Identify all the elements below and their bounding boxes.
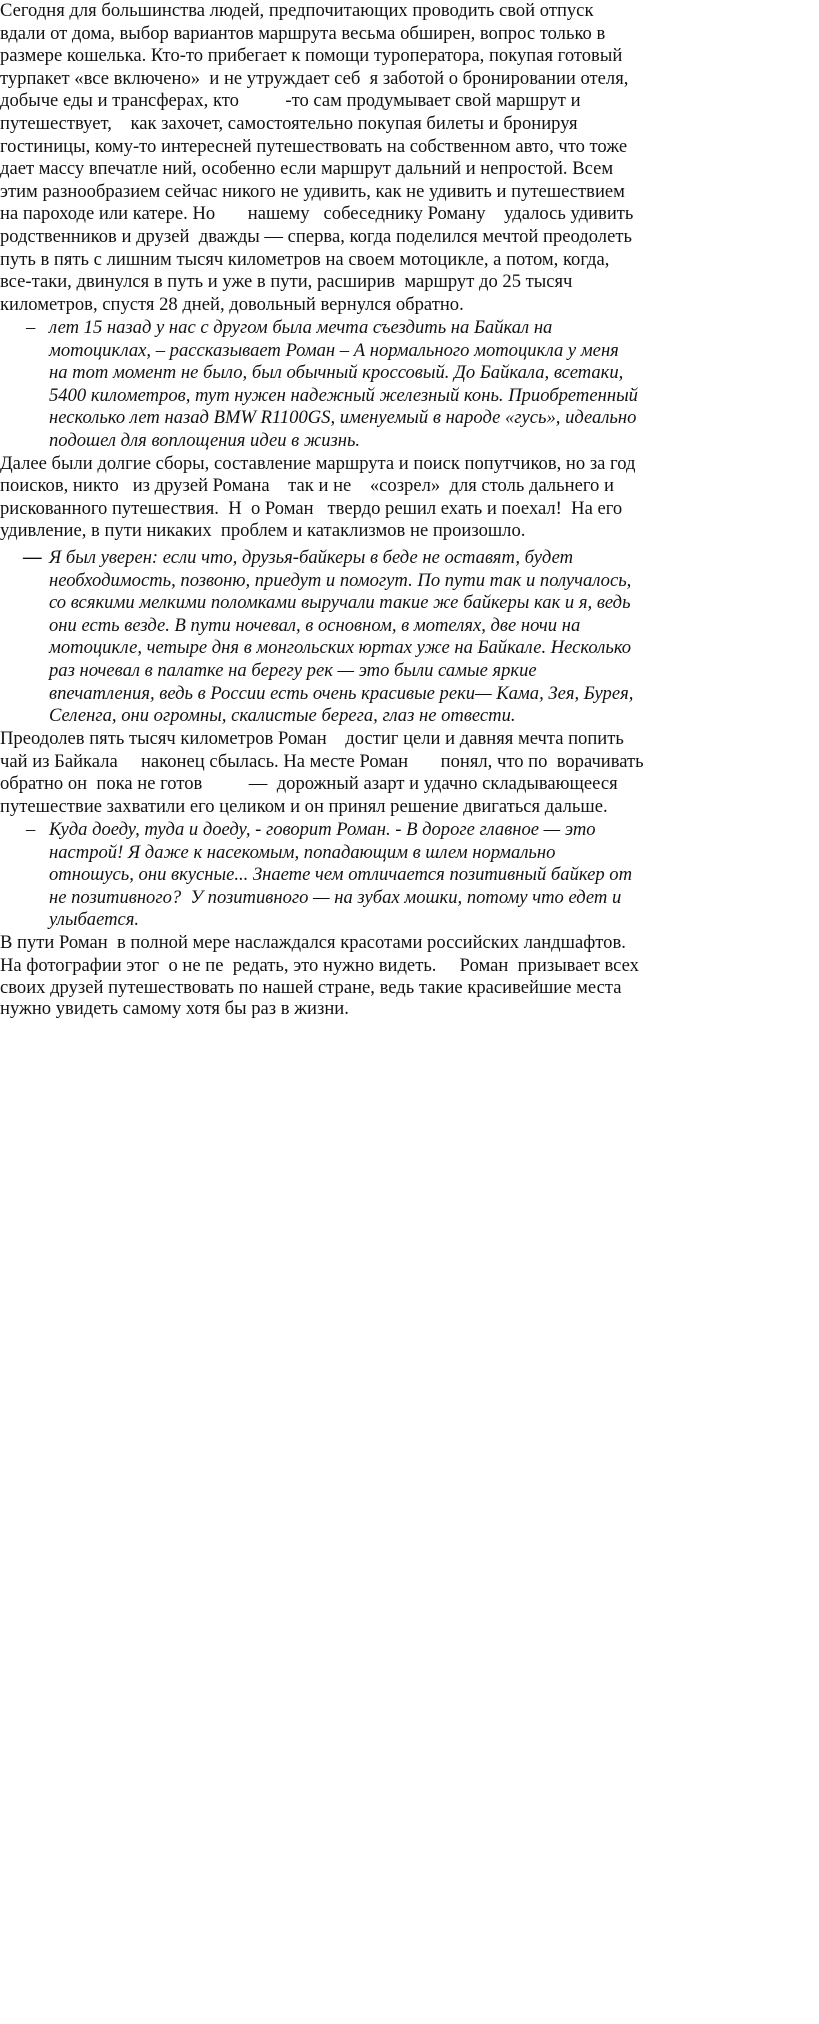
text-line: километров, спустя 28 дней, довольный вернулся обратно.	[0, 293, 464, 315]
text-line: все-таки, двинулся в путь и уже в пути, расширив маршрут до 25 тысяч	[0, 271, 573, 293]
text-line: нужно увидеть самому хотя бы раз в жизни.	[0, 998, 349, 1019]
text-line: рискованного путешествия. Н о Роман твердо решил ехать и поехал! На его	[0, 497, 623, 519]
text-line: поисков, никто из друзей Романа так и не «созрел» для столь дальнего и	[0, 475, 614, 497]
quote-line: на тот момент не было, был обычный кроссовый. До Байкала, всетаки,	[49, 362, 624, 384]
text-line: своих друзей путешествовать по нашей стране, ведь такие красивейшие места	[0, 977, 622, 999]
text-line: путешествует, как захочет, самостоятельно покупая билеты и бронируя	[0, 113, 578, 134]
text-line: вдали от дома, выбор вариантов маршрута весьма обширен, вопрос только в	[0, 22, 606, 44]
text-line: добыче еды и трансферах, кто -то сам продумывает свой маршрут и	[0, 90, 581, 112]
text-line: гостиницы, кому-то интересней путешествовать на собственном авто, что тоже	[0, 135, 628, 157]
text-line: В пути Роман в полной мере наслаждался красотами российских ландшафтов.	[0, 932, 626, 953]
quote-line: Селенга, они огромны, скалистые берега, глаз не отвести.	[49, 705, 516, 727]
text-line: Далее были долгие сборы, составление маршрута и поиск попутчиков, но за год	[0, 452, 636, 474]
quote-line: несколько лет назад BMW R1100GS, именуемый в народе «гусь», идеально	[49, 407, 637, 429]
quote-line: настрой! Я даже к насекомым, попадающим в шлем нормально	[49, 841, 556, 863]
text-line: путь в пять с лишним тысяч километров на своем мотоцикле, а потом, когда,	[0, 248, 610, 270]
quote-line: Куда доеду, туда и доеду, - говорит Роман. - В дороге главное — это	[49, 819, 596, 840]
quote-line: впечатления, ведь в России есть очень красивые реки— Кама, Зея, Бурея,	[49, 682, 634, 704]
quote-line: Я был уверен: если что, друзья-байкеры в беде не оставят, будет	[49, 547, 574, 568]
text-line: дает массу впечатле ний, особенно если маршрут дальний и непростой. Всем	[0, 158, 614, 180]
quote-line: они есть везде. В пути ночевал, в основном, в мотелях, две ночи на	[49, 614, 581, 636]
quote-line: раз ночевал в палатке на берегу рек — это были самые яркие	[49, 660, 537, 681]
list-dash-marker: –	[26, 317, 36, 338]
list-dash-marker: —	[23, 547, 42, 568]
quote-line: лет 15 назад у нас с другом была мечта съездить на Байкал на	[49, 317, 553, 338]
quote-line: улыбается.	[49, 909, 140, 931]
text-line: на пароходе или катере. Но нашему собеседнику Роману удалось удивить	[0, 203, 634, 225]
text-line: чай из Байкала наконец сбылась. На месте Роман понял, что по ворачивать	[0, 750, 644, 772]
text-line: Сегодня для большинства людей, предпочитающих проводить свой отпуск	[0, 0, 594, 21]
paragraph-conclusion	[0, 932, 819, 1980]
list-dash-marker: –	[26, 819, 36, 840]
quote-line: не позитивного? У позитивного — на зубах мошки, потому что едет и	[49, 886, 622, 908]
text-line: родственников и друзей дважды — сперва, когда поделился мечтой преодолеть	[0, 226, 632, 247]
quote-line: отношусь, они вкусные... Знаете чем отличается позитивный байкер от	[49, 864, 633, 886]
text-line: На фотографии этог о не пе редать, это нужно видеть. Роман призывает всех	[0, 954, 639, 976]
text-line: размере кошелька. Кто-то прибегает к помощи туроператора, покупая готовый	[0, 45, 623, 67]
text-line: Преодолев пять тысяч километров Роман достиг цели и давняя мечта попить	[0, 728, 624, 749]
text-line: обратно он пока не готов — дорожный азарт и удачно складывающееся	[0, 773, 618, 795]
quote-line: необходимость, позвоню, приедут и помогут. По пути так и получалось,	[49, 569, 632, 591]
text-line: турпакет «все включено» и не утруждает себ я заботой о бронировании отеля,	[0, 67, 629, 89]
quote-line: подошел для воплощения идеи в жизнь.	[49, 430, 361, 451]
quote-line: со всякими мелкими поломками выручали такие же байкеры как и я, ведь	[49, 592, 631, 614]
text-line: путешествие захватили его целиком и он принял решение двигаться дальше.	[0, 795, 608, 817]
quote-line: мотоцикле, четыре дня в монгольских юртах уже на Байкале. Несколько	[49, 637, 632, 659]
text-line: этим разнообразием сейчас никого не удивить, как не удивить и путешествием	[0, 180, 625, 202]
quote-line: мотоциклах, – рассказывает Роман – А нормального мотоцикла у меня	[49, 339, 619, 361]
quote-line: 5400 километров, тут нужен надежный железный конь. Приобретенный	[49, 384, 638, 406]
text-line: удивление, в пути никаких проблем и катаклизмов не произошло.	[0, 520, 526, 542]
